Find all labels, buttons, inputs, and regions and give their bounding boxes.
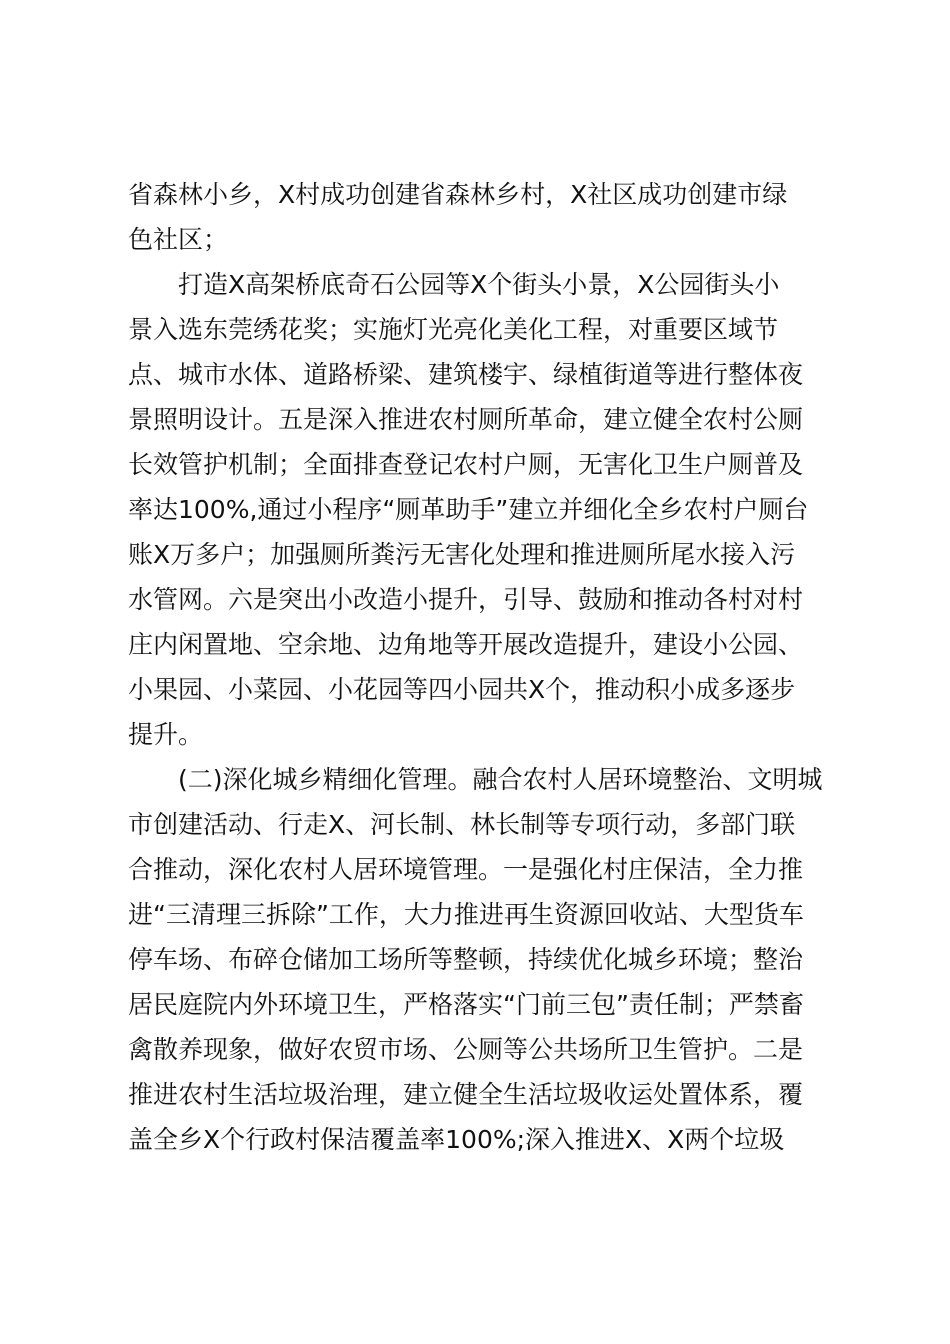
text-line: 禽散养现象，做好农贸市场、公厕等公共场所卫生管护。二是: [128, 1035, 804, 1064]
text-line: 停车场、布碎仓储加工场所等整顿，持续优化城乡环境；整治: [128, 945, 804, 974]
text-line: 率达100%,通过小程序“厕革助手”建立并细化全乡农村户厕台: [128, 495, 809, 524]
text-line: 提升。: [128, 720, 204, 749]
text-line: 市创建活动、行走X、河长制、林长制等专项行动，多部门联: [128, 810, 796, 839]
text-line: 点、城市水体、道路桥梁、建筑楼宇、绿植街道等进行整体夜: [128, 360, 804, 389]
text-line: 进“三清理三拆除”工作，大力推进再生资源回收站、大型货车: [128, 900, 804, 929]
text-line: 水管网。六是突出小改造小提升，引导、鼓励和推动各村对村: [128, 585, 804, 614]
text-line: 省森林小乡，X村成功创建省森林乡村，X社区成功创建市绿: [128, 180, 788, 209]
text-line: 盖全乡X个行政村保洁覆盖率100%;深入推进X、X两个垃圾: [128, 1125, 785, 1154]
text-line: 账X万多户；加强厕所粪污无害化处理和推进厕所尾水接入污: [128, 540, 796, 569]
text-line: 合推动，深化农村人居环境管理。一是强化村庄保洁，全力推: [128, 855, 804, 884]
text-line: 景照明设计。五是深入推进农村厕所革命，建立健全农村公厕: [128, 405, 804, 434]
text-line: 居民庭院内外环境卫生，严格落实“门前三包”责任制；严禁畜: [128, 990, 804, 1019]
text-line: 推进农村生活垃圾治理，建立健全生活垃圾收运处置体系，覆: [128, 1080, 804, 1109]
text-line: 小果园、小菜园、小花园等四小园共X个，推动积小成多逐步: [128, 675, 796, 704]
text-line: 庄内闲置地、空余地、边角地等开展改造提升，建设小公园、: [128, 630, 804, 659]
body-text: [128, 172, 828, 1162]
section-heading-line: (二)深化城乡精细化管理。融合农村人居环境整治、文明城: [178, 765, 823, 794]
text-line: 长效管护机制；全面排查登记农村户厕，无害化卫生户厕普及: [128, 450, 804, 479]
text-line: 色社区；: [128, 225, 229, 254]
paragraph-start-line: 打造X高架桥底奇石公园等X个街头小景，X公园街头小: [178, 270, 780, 299]
text-line: 景入选东莞绣花奖；实施灯光亮化美化工程，对重要区域节: [128, 315, 779, 344]
